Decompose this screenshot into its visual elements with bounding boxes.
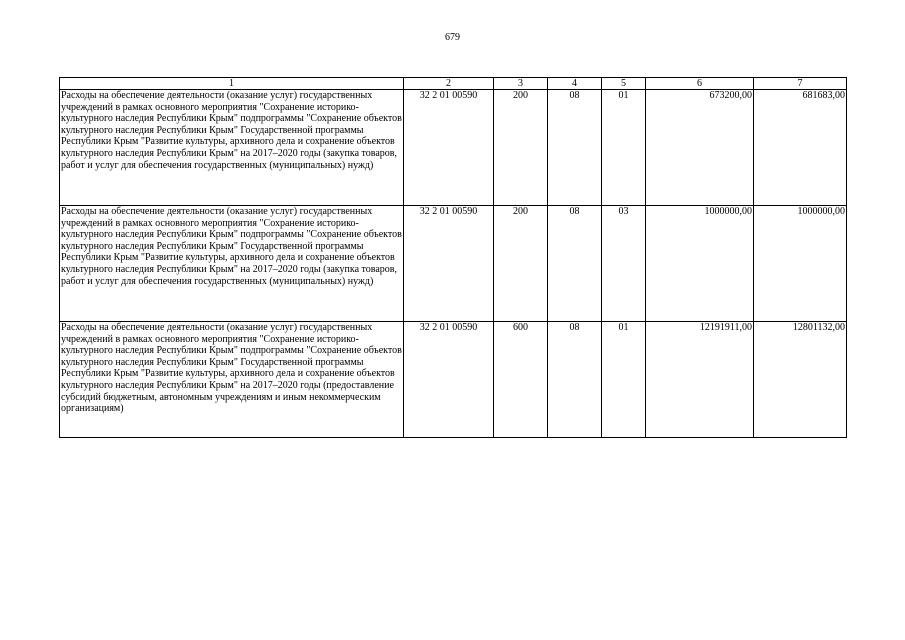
- row-code: 32 2 01 00590: [404, 206, 494, 322]
- row-col-3: 200: [494, 206, 548, 322]
- header-col-2: 2: [404, 78, 494, 90]
- table-row: [60, 322, 847, 438]
- row-amount-6: 1000000,00: [646, 206, 754, 322]
- row-col-4: 08: [548, 206, 602, 322]
- page-number: 679: [445, 32, 460, 43]
- header-col-6: 6: [646, 78, 754, 90]
- table-row: [60, 90, 847, 206]
- header-row: [60, 78, 847, 90]
- row-col-5: 03: [602, 206, 646, 322]
- row-col-3: 600: [494, 322, 548, 438]
- row-col-3: 200: [494, 90, 548, 206]
- header-col-7: 7: [754, 78, 847, 90]
- row-amount-7: 1000000,00: [754, 206, 847, 322]
- budget-table: [59, 77, 847, 438]
- row-amount-6: 673200,00: [646, 90, 754, 206]
- row-col-5: 01: [602, 90, 646, 206]
- row-code: 32 2 01 00590: [404, 90, 494, 206]
- row-col-4: 08: [548, 322, 602, 438]
- row-col-4: 08: [548, 90, 602, 206]
- header-col-4: 4: [548, 78, 602, 90]
- row-amount-6: 12191911,00: [646, 322, 754, 438]
- header-col-3: 3: [494, 78, 548, 90]
- row-description: Расходы на обеспечение деятельности (оказание услуг) государственных учреждений в рамках основного мероприятия "Сохранение историко-культурного наследия Республики Крым" подпрограммы "Сохранение объектов культурного наследия Республики Крым" Государственной программы Республики Крым "Развитие культуры, архивного дела и сохранение объектов культурного наследия Республики Крым" на 2017–2020 годы (предоставление субсидий бюджетным, автономным учреждениям и иным некоммерческим организациям): [60, 322, 404, 438]
- row-description: Расходы на обеспечение деятельности (оказание услуг) государственных учреждений в рамках основного мероприятия "Сохранение историко-культурного наследия Республики Крым" подпрограммы "Сохранение объектов культурного наследия Республики Крым" Государственной программы Республики Крым "Развитие культуры, архивного дела и сохранение объектов культурного наследия Республики Крым" на 2017–2020 годы (закупка товаров, работ и услуг для обеспечения государственных (муниципальных) нужд): [60, 206, 404, 322]
- header-col-1: 1: [60, 78, 404, 90]
- header-col-5: 5: [602, 78, 646, 90]
- row-col-5: 01: [602, 322, 646, 438]
- row-amount-7: 681683,00: [754, 90, 847, 206]
- row-description: Расходы на обеспечение деятельности (оказание услуг) государственных учреждений в рамках основного мероприятия "Сохранение историко-культурного наследия Республики Крым" подпрограммы "Сохранение объектов культурного наследия Республики Крым" Государственной программы Республики Крым "Развитие культуры, архивного дела и сохранение объектов культурного наследия Республики Крым" на 2017–2020 годы (закупка товаров, работ и услуг для обеспечения государственных (муниципальных) нужд): [60, 90, 404, 206]
- row-code: 32 2 01 00590: [404, 322, 494, 438]
- row-amount-7: 12801132,00: [754, 322, 847, 438]
- table-row: [60, 206, 847, 322]
